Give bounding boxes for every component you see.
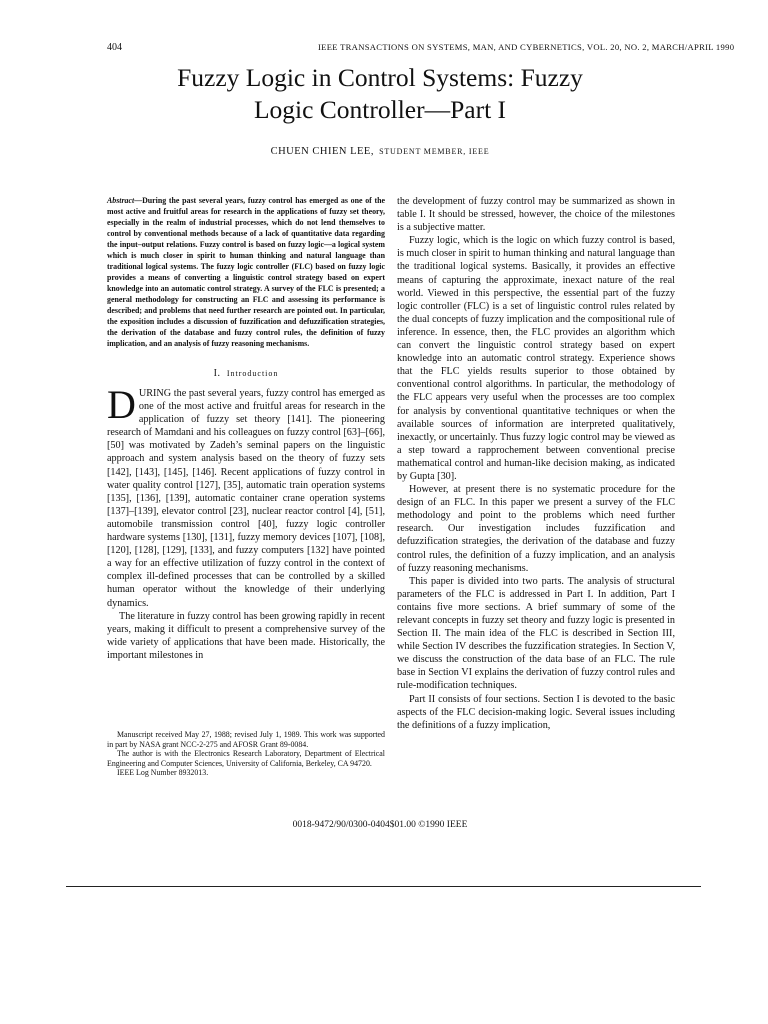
right-paragraph-5: Part II consists of four sections. Section I is devoted to the basic aspects of the FLC decision-making logic. Several issues including the definitions of a fuzzy implication, bbox=[397, 693, 675, 731]
running-head: IEEE TRANSACTIONS ON SYSTEMS, MAN, AND CYBERNETICS, VOL. 20, NO. 2, MARCH/APRIL 1990 bbox=[318, 42, 735, 52]
abstract-lead: Abstract bbox=[107, 196, 135, 205]
section-heading-introduction bbox=[107, 368, 385, 379]
page-divider bbox=[66, 886, 701, 887]
abstract bbox=[107, 195, 385, 349]
right-paragraph-4: This paper is divided into two parts. The analysis of structural parameters of the FLC is addressed in Part I. In addition, Part I contains five more sections. A brief summary of some of the relevant concepts in fuzzy set theory and fuzzy logic is presented in Section II. The main idea of the FLC is described in Section III, while Section IV describes the fuzzification strategies. In Section V, we discuss the construction of the data base of an FLC. The rule base in Section VI explains the derivation of fuzzy control rules and rule-modification techniques. bbox=[397, 575, 675, 692]
footnote-log: IEEE Log Number 8932013. bbox=[117, 768, 209, 778]
drop-cap: D bbox=[107, 382, 136, 427]
author-affiliation: STUDENT MEMBER, IEEE bbox=[379, 147, 490, 156]
right-paragraph-3: However, at present there is no systematic procedure for the design of an FLC. In this paper we present a survey of the FLC methodology and point to the problems which need further research. Our investigation includes fuzzification and defuzzification strategies, the derivation of the database and fuzzy control rules, the definition of a fuzzy implication, and an analysis of fuzzy reasoning mechanisms. bbox=[397, 484, 675, 574]
left-column bbox=[107, 195, 385, 662]
intro-paragraph-1-text: URING the past several years, fuzzy control has emerged as one of the most active and fruitful areas for research in the application of fuzzy set theory [141]. The pioneering research of Mamdani and his colleagues on fuzzy control [63]–[66], [50] was motivated by Zadeh’s seminal papers on the linguistic approach and system analysis based on the theory of fuzzy sets [142], [143], [145], [146]. Recent applications of fuzzy control in water quality control [127], [35], automatic train operation systems [135], [136], [139], automatic container crane operation systems [137]–[139], elevator control [23], nuclear reactor control [4], [51], automobile transmission control [40], fuzzy logic controller hardware systems [130], [131], fuzzy memory devices [107], [108], [120], [128], [129], [133], and fuzzy computers [132] have pointed a way for an effective utilization of fuzzy control in the context of complex ill-defined processes that can be controlled by a skilled human operator without the knowledge of their underlying dynamics. bbox=[107, 388, 385, 609]
abstract-text: —During the past several years, fuzzy control has emerged as one of the most active and fruitful areas for research in the applications of fuzzy set theory, especially in the realm of industrial processes, which do not lend themselves to control by conventional methods because of a lack of quantitative data regarding the input–output relations. Fuzzy control is based on fuzzy logic—a logical system which is much closer in spirit to human thinking and natural language than traditional logical systems. The fuzzy logic controller (FLC) based on fuzzy logic provides a means of converting a linguistic control strategy based on expert knowledge into an automatic control strategy. A survey of the FLC is presented; a general methodology for constructing an FLC and assessing its performance is described; and problems that need further research are pointed out. In particular, the exposition includes a discussion of fuzzification and defuzzification strategies, the derivation of the database and fuzzy control rules, the definition of fuzzy implication, and an analysis of fuzzy reasoning mechanisms. bbox=[107, 196, 385, 348]
paper-title bbox=[100, 62, 660, 126]
footnote bbox=[107, 730, 385, 778]
title-line-2: Logic Controller—Part I bbox=[253, 95, 507, 124]
left-body-text bbox=[107, 382, 385, 662]
section-title: Introduction bbox=[226, 369, 279, 378]
title-line-1: Fuzzy Logic in Control Systems: Fuzzy bbox=[177, 63, 583, 92]
intro-paragraph-1 bbox=[107, 382, 385, 610]
footnote-affiliation: The author is with the Electronics Research Laboratory, Department of Electrical Engineering and Computer Sciences, University of California, Berkeley, CA 94720. bbox=[107, 749, 385, 768]
intro-paragraph-2: The literature in fuzzy control has been growing rapidly in recent years, making it difficult to present a comprehensive survey of the wide variety of applications that have been made. Historically, the important milestones in bbox=[107, 610, 385, 661]
author-name: CHUEN CHIEN LEE, bbox=[270, 146, 374, 157]
right-column bbox=[397, 195, 675, 732]
footnote-received: Manuscript received May 27, 1988; revised July 1, 1989. This work was supported in part by NASA grant NCC-2-275 and AFOSR Grant 89-0084. bbox=[107, 730, 385, 749]
section-numeral: I. bbox=[213, 368, 221, 379]
right-body-text bbox=[397, 195, 675, 732]
right-paragraph-2: Fuzzy logic, which is the logic on which fuzzy control is based, is much closer in spirit to human thinking and natural language than the traditional logical systems. Basically, it provides an effective means of capturing the approximate, inexact nature of the real world. Viewed in this perspective, the essential part of the fuzzy logic controller (FLC) is a set of linguistic control rules related by the dual concepts of fuzzy implication and the compositional rule of inference. In essence, then, the FLC provides an algorithm which can convert the linguistic control strategy based on expert knowledge into an automatic control strategy. Experience shows that the FLC yields results superior to those obtained by conventional control algorithms. In particular, the methodology of the FLC appears very useful when the processes are too complex for analysis by conventional quantitative techniques or when the available sources of information are interpreted qualitatively, inexactly, or uncertainly. Thus fuzzy logic control may be viewed as a step toward a rapprochement between conventional precise mathematical control and human-like decision making, as indicated by Gupta [30]. bbox=[397, 235, 675, 482]
copyright-line: 0018-9472/90/0300-0404$01.00 ©1990 IEEE bbox=[292, 820, 468, 830]
author-line bbox=[100, 146, 660, 157]
right-paragraph-1: the development of fuzzy control may be summarized as shown in table I. It should be stressed, however, the choice of the milestones is a subjective matter. bbox=[397, 196, 675, 234]
page-number: 404 bbox=[107, 42, 122, 53]
